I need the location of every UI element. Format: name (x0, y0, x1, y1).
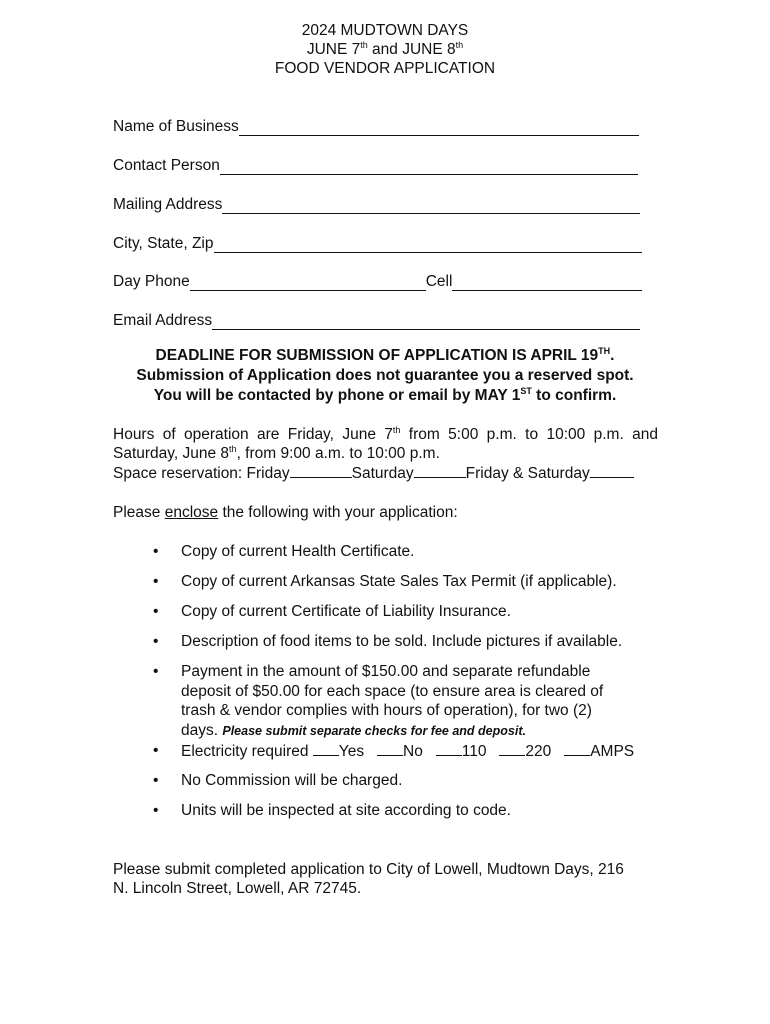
saturday-label: Saturday (351, 465, 414, 482)
list-item: • Copy of current Certificate of Liability Insurance. (153, 603, 511, 620)
title-dates: JUNE 7th and JUNE 8th (306, 39, 464, 58)
contact-person-label: Contact Person (113, 157, 220, 174)
mailing-address-label: Mailing Address (113, 196, 223, 213)
city-state-zip-line[interactable] (214, 237, 642, 253)
electricity-no-blank[interactable] (377, 741, 403, 756)
electricity-yes-blank[interactable] (313, 741, 339, 756)
bullet-icon: • (153, 802, 159, 819)
contact-person-line[interactable] (220, 159, 638, 175)
phone-field[interactable] (113, 271, 642, 291)
electricity-110-blank[interactable] (436, 741, 462, 756)
submission-address: Please submit completed application to City of Lowell, Mudtown Days, 216 N. Lincoln Street, Lowell, AR 72745. (113, 861, 624, 897)
bullet-icon: • (153, 543, 159, 560)
hours-of-operation (113, 425, 658, 483)
bullet-icon: • (153, 772, 159, 789)
bullet-icon: • (153, 573, 159, 590)
business-name-field[interactable] (113, 116, 639, 136)
list-item: • Copy of current Arkansas State Sales Tax Permit (if applicable). (153, 573, 617, 590)
list-item: • No Commission will be charged. (153, 772, 403, 789)
title-form-name: FOOD VENDOR APPLICATION (274, 60, 496, 77)
space-reservation (113, 463, 658, 483)
separate-checks-note: Please submit separate checks for fee and deposit. (222, 723, 526, 738)
day-phone-line[interactable] (190, 275, 426, 291)
hours-line-1: Hours of operation are Friday, June 7th from 5:00 p.m. to 10:00 p.m. and (113, 424, 658, 443)
friday-saturday-label: Friday & Saturday (465, 465, 590, 482)
bullet-icon: • (153, 742, 159, 759)
cell-label: Cell (425, 273, 453, 290)
day-phone-label: Day Phone (113, 273, 190, 290)
email-address-field[interactable] (113, 310, 640, 330)
deadline-line: DEADLINE FOR SUBMISSION OF APPLICATION IS APRIL 19TH. (155, 345, 615, 364)
enclose-word: enclose (164, 504, 219, 521)
friday-saturday-blank[interactable] (590, 463, 634, 478)
contact-person-field[interactable] (113, 155, 638, 175)
no-guarantee-line: Submission of Application does not guarantee you a reserved spot. (136, 367, 634, 384)
mailing-address-line[interactable] (222, 198, 640, 214)
list-item: • Payment in the amount of $150.00 and separate refundable deposit of $50.00 for each space (to ensure area is cleared of trash & vendor complies with hours of operation), for two (2) days. Please submit separate checks for fee and deposit. (153, 663, 604, 739)
bullet-icon: • (153, 633, 159, 650)
enclose-instruction: Please enclose the following with your application: (113, 504, 458, 521)
mailing-address-field[interactable] (113, 194, 640, 214)
document-title (0, 21, 770, 78)
list-item: • Description of food items to be sold. Include pictures if available. (153, 633, 623, 650)
title-event: 2024 MUDTOWN DAYS (301, 22, 469, 39)
bullet-icon: • (153, 603, 159, 620)
business-name-label: Name of Business (113, 118, 239, 135)
email-address-line[interactable] (212, 314, 640, 330)
bullet-icon: • (153, 663, 159, 680)
friday-blank[interactable] (290, 463, 352, 478)
business-name-line[interactable] (239, 120, 639, 136)
hours-line-2: Saturday, June 8th, from 9:00 a.m. to 10:00 p.m. (113, 443, 440, 462)
cell-line[interactable] (452, 275, 642, 291)
list-item: • Electricity required Yes No 110 220 AMPS (153, 742, 635, 760)
email-address-label: Email Address (113, 312, 213, 329)
list-item: • Copy of current Health Certificate. (153, 543, 415, 560)
electricity-220-blank[interactable] (499, 741, 525, 756)
confirmation-line: You will be contacted by phone or email by MAY 1ST to confirm. (153, 385, 617, 404)
city-state-zip-field[interactable] (113, 233, 642, 253)
space-reservation-label: Space reservation: Friday (113, 465, 290, 482)
electricity-amps-blank[interactable] (564, 741, 590, 756)
saturday-blank[interactable] (414, 463, 466, 478)
deadline-notice (0, 346, 770, 406)
list-item: • Units will be inspected at site according to code. (153, 802, 511, 819)
city-state-zip-label: City, State, Zip (113, 235, 214, 252)
